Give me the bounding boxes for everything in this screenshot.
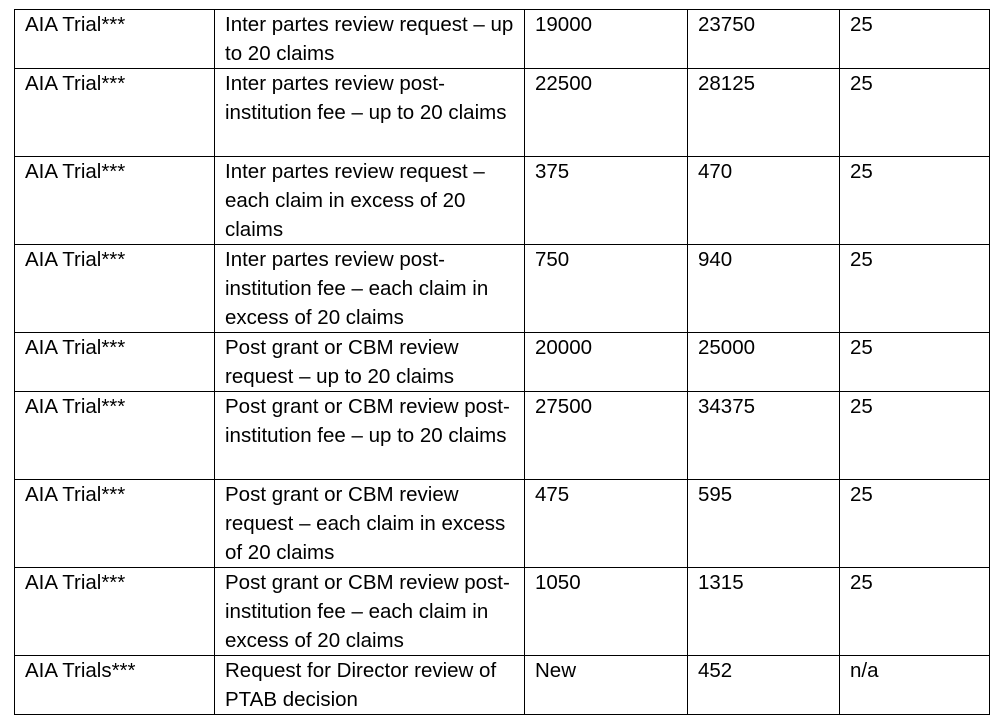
fee-a-cell: 22500 xyxy=(525,69,688,157)
fee-b-cell: 452 xyxy=(688,656,840,715)
table-row xyxy=(15,480,990,568)
description-cell: Post grant or CBM review post-institution fee – up to 20 claims xyxy=(215,392,525,480)
table-row xyxy=(15,69,990,157)
table-row xyxy=(15,157,990,245)
table-row xyxy=(15,333,990,392)
category-cell: AIA Trials*** xyxy=(15,656,215,715)
description-cell: Post grant or CBM review request – each claim in excess of 20 claims xyxy=(215,480,525,568)
table-row xyxy=(15,568,990,656)
percent-cell: 25 xyxy=(840,10,990,69)
percent-cell: 25 xyxy=(840,392,990,480)
fee-a-cell: 1050 xyxy=(525,568,688,656)
description-cell: Post grant or CBM review request – up to 20 claims xyxy=(215,333,525,392)
fee-b-cell: 23750 xyxy=(688,10,840,69)
category-cell: AIA Trial*** xyxy=(15,568,215,656)
table-row xyxy=(15,245,990,333)
description-cell: Post grant or CBM review post-institution fee – each claim in excess of 20 claims xyxy=(215,568,525,656)
percent-cell: n/a xyxy=(840,656,990,715)
fee-a-cell: 19000 xyxy=(525,10,688,69)
fee-table xyxy=(14,9,990,715)
table-row xyxy=(15,10,990,69)
category-cell: AIA Trial*** xyxy=(15,480,215,568)
table-row xyxy=(15,392,990,480)
category-cell: AIA Trial*** xyxy=(15,10,215,69)
fee-b-cell: 28125 xyxy=(688,69,840,157)
fee-a-cell: 750 xyxy=(525,245,688,333)
description-cell: Inter partes review request – up to 20 claims xyxy=(215,10,525,69)
fee-a-cell: New xyxy=(525,656,688,715)
description-cell: Inter partes review post-institution fee – up to 20 claims xyxy=(215,69,525,157)
fee-b-cell: 470 xyxy=(688,157,840,245)
description-cell: Request for Director review of PTAB decision xyxy=(215,656,525,715)
fee-b-cell: 25000 xyxy=(688,333,840,392)
percent-cell: 25 xyxy=(840,333,990,392)
percent-cell: 25 xyxy=(840,245,990,333)
fee-a-cell: 20000 xyxy=(525,333,688,392)
category-cell: AIA Trial*** xyxy=(15,245,215,333)
description-cell: Inter partes review post-institution fee – each claim in excess of 20 claims xyxy=(215,245,525,333)
fee-a-cell: 375 xyxy=(525,157,688,245)
percent-cell: 25 xyxy=(840,69,990,157)
percent-cell: 25 xyxy=(840,157,990,245)
category-cell: AIA Trial*** xyxy=(15,333,215,392)
fee-b-cell: 595 xyxy=(688,480,840,568)
description-cell: Inter partes review request – each claim in excess of 20 claims xyxy=(215,157,525,245)
fee-b-cell: 940 xyxy=(688,245,840,333)
table-row xyxy=(15,656,990,715)
category-cell: AIA Trial*** xyxy=(15,392,215,480)
fee-b-cell: 1315 xyxy=(688,568,840,656)
percent-cell: 25 xyxy=(840,480,990,568)
category-cell: AIA Trial*** xyxy=(15,69,215,157)
category-cell: AIA Trial*** xyxy=(15,157,215,245)
percent-cell: 25 xyxy=(840,568,990,656)
fee-a-cell: 475 xyxy=(525,480,688,568)
fee-b-cell: 34375 xyxy=(688,392,840,480)
fee-a-cell: 27500 xyxy=(525,392,688,480)
